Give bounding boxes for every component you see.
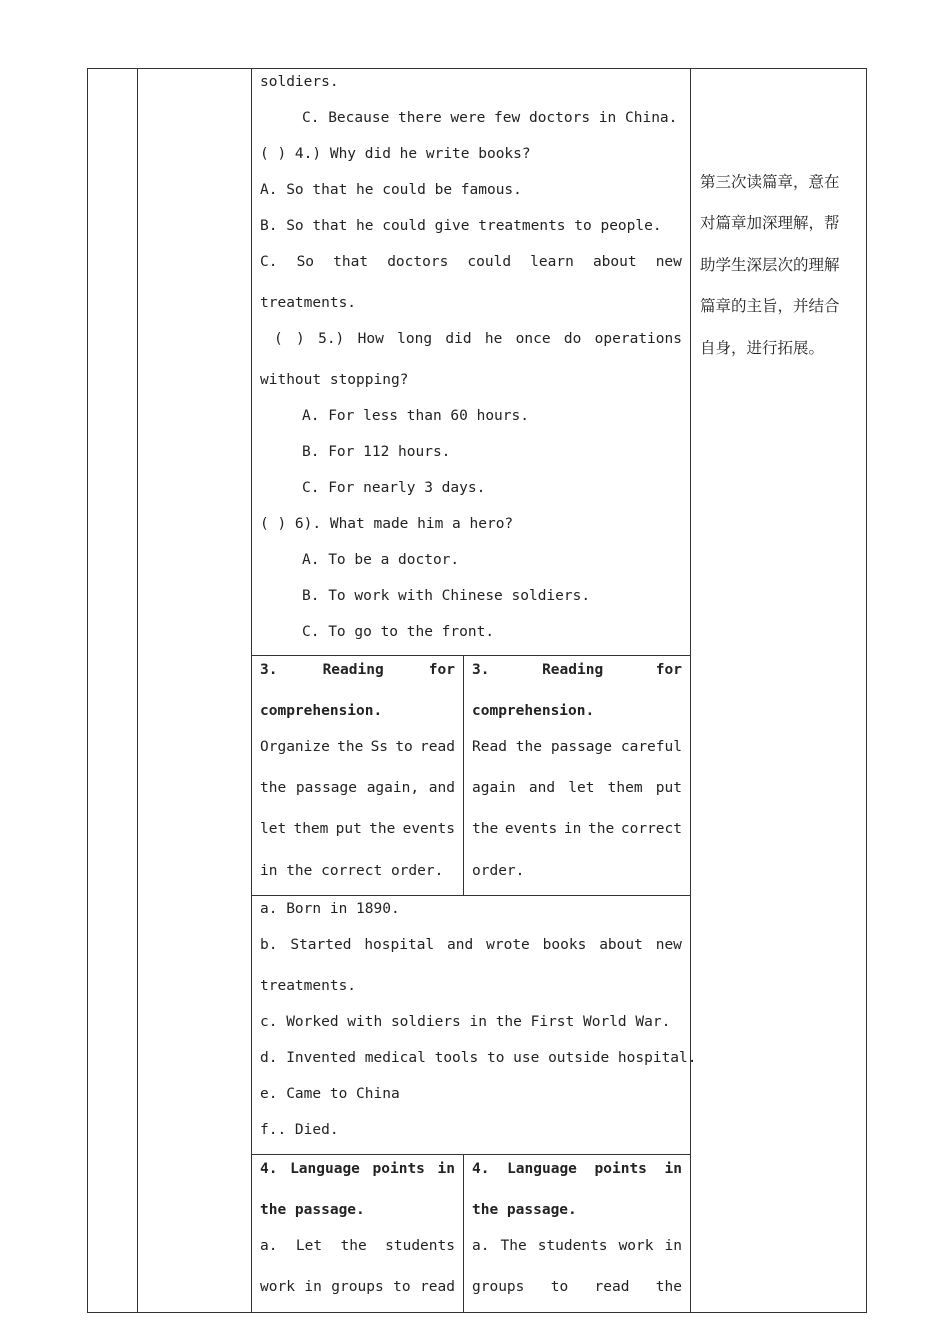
word: put (655, 780, 682, 796)
word: and (447, 937, 474, 953)
word: C. (260, 254, 278, 270)
word: in (437, 1161, 455, 1177)
word: 3. (472, 662, 490, 678)
event-item: d. Invented medical tools to use outside hospital. (260, 1050, 697, 1066)
purpose-note-line: 第三次读篇章，意在 (700, 173, 840, 191)
word: 4. (260, 1161, 278, 1177)
word: in (664, 1238, 682, 1254)
language-student-line (472, 1237, 682, 1255)
word: read (594, 1279, 630, 1295)
word: he (484, 331, 503, 347)
word: Let (295, 1238, 323, 1254)
table-column-divider-1 (137, 68, 138, 1313)
word: books (542, 937, 587, 953)
purpose-note-line: 自身，进行拓展。 (700, 339, 825, 357)
word: could (467, 254, 512, 270)
question-option: B. To work with Chinese soldiers. (302, 588, 591, 604)
language-teacher-line (260, 1278, 455, 1296)
table-inner-divider-reading (463, 655, 464, 895)
word: for (655, 662, 682, 678)
word: do (563, 331, 582, 347)
question-option: A. So that he could be famous. (260, 182, 522, 198)
word: Read (472, 739, 507, 755)
word: doctors (387, 254, 449, 270)
event-item-continued: treatments. (260, 978, 357, 994)
reading-teacher-heading (260, 661, 455, 679)
word: the (515, 739, 542, 755)
event-item: c. Worked with soldiers in the First World War. (260, 1014, 671, 1030)
word: new (655, 254, 682, 270)
reading-teacher-line (260, 738, 455, 756)
language-teacher-heading-continued: the passage. (260, 1202, 365, 1218)
word: in (664, 1161, 682, 1177)
word: Language (290, 1161, 360, 1177)
word: points (594, 1161, 647, 1177)
question-option-continued: treatments. (260, 295, 357, 311)
word: again, (366, 780, 420, 796)
table-border-right (866, 68, 867, 1313)
reading-student-line: order. (472, 863, 525, 879)
word: the (472, 821, 499, 837)
word: ) (296, 331, 305, 347)
word: learn (530, 254, 574, 270)
word: events (504, 821, 558, 837)
word: Reading (542, 662, 604, 678)
word: Language (507, 1161, 577, 1177)
word: Reading (322, 662, 384, 678)
word: read (420, 739, 455, 755)
word: operations (594, 331, 682, 347)
language-student-heading-continued: the passage. (472, 1202, 577, 1218)
word: the (260, 780, 287, 796)
purpose-note-line: 对篇章加深理解，帮 (700, 214, 840, 232)
word: groups (472, 1279, 525, 1295)
row-divider-1 (251, 655, 691, 656)
word: correct (620, 821, 682, 837)
word: Started (290, 937, 352, 953)
word: once (515, 331, 551, 347)
word: The (500, 1238, 527, 1254)
word: them (607, 780, 643, 796)
question-option: A. For less than 60 hours. (302, 408, 529, 424)
word: students (385, 1238, 455, 1254)
word: about (599, 937, 643, 953)
word: Organize (260, 739, 330, 755)
word: the (369, 821, 396, 837)
word: wrote (486, 937, 530, 953)
word: let (260, 821, 287, 837)
word: long (397, 331, 433, 347)
word: work (260, 1279, 295, 1295)
word: and (528, 780, 556, 796)
question-4: ( ) 4.) Why did he write books? (260, 146, 531, 162)
word: them (293, 821, 329, 837)
question-option: C. Because there were few doctors in China. (302, 110, 678, 126)
word: did (445, 331, 472, 347)
word: a. (260, 1238, 278, 1254)
table-border-top (87, 68, 867, 69)
word: work (618, 1238, 654, 1254)
reading-teacher-line: in the correct order. (260, 863, 444, 879)
word: in (563, 821, 582, 837)
table-column-divider-3 (690, 68, 691, 1313)
question-option: B. So that he could give treatments to people. (260, 218, 662, 234)
question-option: B. For 112 hours. (302, 444, 451, 460)
reading-student-heading-continued: comprehension. (472, 703, 595, 719)
word: points (372, 1161, 425, 1177)
purpose-note-line: 篇章的主旨，并结合 (700, 297, 840, 315)
event-item: e. Came to China (260, 1086, 400, 1102)
word: 3. (260, 662, 278, 678)
word: How (357, 331, 384, 347)
event-item: f.. Died. (260, 1122, 339, 1138)
word: ( (274, 331, 283, 347)
row-divider-2 (251, 895, 691, 896)
table-column-divider-2 (251, 68, 252, 1313)
table-inner-divider-language (463, 1154, 464, 1313)
reading-student-line (472, 738, 682, 756)
word: new (655, 937, 682, 953)
word: the (655, 1279, 682, 1295)
word: students (537, 1238, 608, 1254)
row-divider-3 (251, 1154, 691, 1155)
word: Ss (370, 739, 389, 755)
reading-student-heading (472, 661, 682, 679)
question-option: A. To be a doctor. (302, 552, 460, 568)
question-5-justified (274, 330, 682, 348)
question-line: soldiers. (260, 74, 339, 90)
reading-teacher-heading-continued: comprehension. (260, 703, 383, 719)
word: a. (472, 1238, 490, 1254)
word: to (393, 1279, 411, 1295)
word: passage (550, 739, 612, 755)
word: the (340, 1238, 367, 1254)
word: 5.) (318, 331, 345, 347)
word: let (568, 780, 595, 796)
word: the (337, 739, 364, 755)
question-5-continued: without stopping? (260, 372, 409, 388)
word: put (335, 821, 362, 837)
word: for (428, 662, 455, 678)
word: to (395, 739, 413, 755)
question-6: ( ) 6). What made him a hero? (260, 516, 514, 532)
event-item-justified (260, 936, 682, 954)
question-option-justified (260, 253, 682, 271)
word: that (333, 254, 369, 270)
language-teacher-line (260, 1237, 455, 1255)
language-student-heading (472, 1160, 682, 1178)
word: 4. (472, 1161, 490, 1177)
word: hospital (364, 937, 435, 953)
word: careful (620, 739, 682, 755)
word: in (304, 1279, 322, 1295)
word: events (402, 821, 455, 837)
reading-student-line (472, 779, 682, 797)
reading-teacher-line (260, 820, 455, 838)
table-border-bottom (87, 1312, 867, 1313)
word: about (592, 254, 637, 270)
question-option: C. For nearly 3 days. (302, 480, 486, 496)
word: So (296, 254, 315, 270)
reading-student-line (472, 820, 682, 838)
word: again (472, 780, 516, 796)
word: and (428, 780, 455, 796)
event-item: a. Born in 1890. (260, 901, 400, 917)
reading-teacher-line (260, 779, 455, 797)
word: read (420, 1279, 455, 1295)
word: the (588, 821, 615, 837)
table-border-left (87, 68, 88, 1313)
word: passage (295, 780, 357, 796)
language-teacher-heading (260, 1160, 455, 1178)
word: groups (331, 1279, 384, 1295)
purpose-note-line: 助学生深层次的理解 (700, 256, 840, 274)
question-option: C. To go to the front. (302, 624, 495, 640)
word: to (550, 1279, 569, 1295)
language-student-line (472, 1278, 682, 1296)
word: b. (260, 937, 278, 953)
